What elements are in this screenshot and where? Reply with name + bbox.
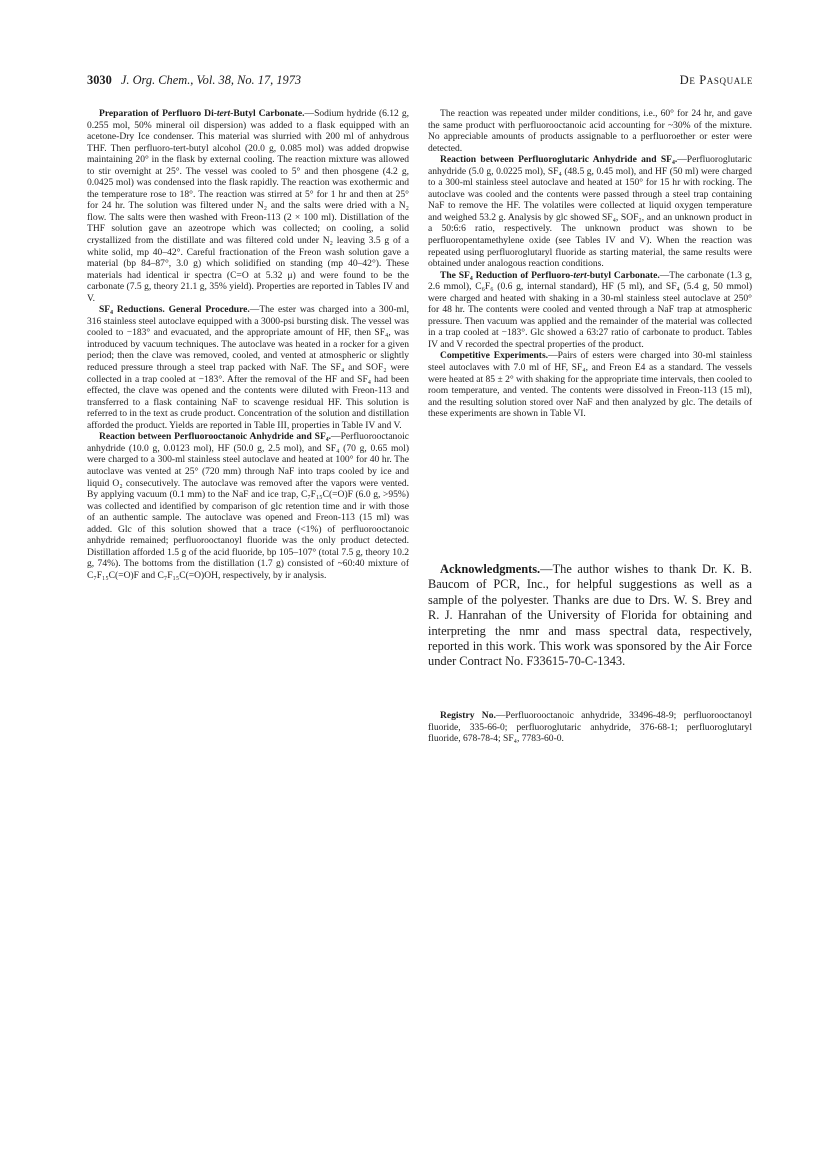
paragraph-text: —Pairs of esters were charged into 30-ml stainless steel autoclaves with 7.0 ml of HF, SF₄, and Freon E4 as a standard. The vessels were heated at 85 ± 2° with shaking for the appropriate time intervals, then cooled to room temperature, and vented. The contents were dissolved in Freon-113 (15 ml), and the resulting solution stored over NaF and then analyzed by glc. The details of these experiments are shown in Table VI. xyxy=(428,350,753,420)
registry-heading: Registry No. xyxy=(440,710,496,721)
left-column xyxy=(87,108,409,581)
section-heading: Competitive Experiments. xyxy=(440,350,549,362)
paragraph-text: —Sodium hydride (6.12 g, 0.255 mol, 50% mineral oil dispersion) was added to a flask equipped with an acetone-Dry Ice condenser. This material was slurried with 200 ml of anhydrous THF. Then perfluoro-tert-butyl alcohol (20.0 g, 0.085 mol) was added dropwise maintaining 20° in the flask by external cooling. The reaction mixture was allowed to stir overnight at 25°. The vessel was cooled to 5° and then phosgene (4.2 g, 0.0425 mol) was condensed into the flask rapidly. The reaction was exothermic and the temperature rose to 18°. The reaction was stirred at 5° for 1 hr and then at 25° for 24 hr. The solution was filtered under N₂ and the salts were dried with a N₂ flow. The salts were then washed with Freon-113 (2 × 100 ml). Distillation of the THF solution gave an azeotrope which was collected; on cooling, a solid crystallized from the distillate and was filtered cold under N₂ leaving 3.5 g of a white solid, mp 40–42°. Careful fractionation of the Freon wash solution gave a material (bp 84–87°, 3.0 g) which solidified on standing (mp 40–42°). These materials had identical ir spectra (C=O at 5.32 μ) and were found to be the carbonate (7.5 g, theory 21.1 g, 35% yield). Properties are reported in Tables IV and V. xyxy=(87,108,409,304)
section-heading: Reaction between Perfluorooctanoic Anhydride and SF₄. xyxy=(99,431,332,443)
registry-text: —Perfluorooctanoic anhydride, 33496-48-9; perfluorooctanoyl fluoride, 335-66-0; perfluoroglutaric anhydride, 376-68-1; perfluoroglutaryl fluoride, 678-78-4; SF₄, 7783-60-0. xyxy=(428,710,753,745)
section-heading: Reaction between Perfluoroglutaric Anhydride and SF₄. xyxy=(440,154,678,166)
paragraph-competitive-experiments xyxy=(428,350,752,419)
acknowledgments-text: —The author wishes to thank Dr. K. B. Baucom of PCR, Inc., for helpful suggestions as well as a sample of the polyester. Thanks are due to Drs. W. S. Brey and R. J. Hanrahan of the University of Florida for obtaining and interpreting the nmr and mass spectral data, respectively, reported in this work. This work was sponsored by the Air Force under Contract No. F33615-70-C-1343. xyxy=(428,562,752,669)
section-heading: SF₄ Reductions. General Procedure. xyxy=(99,304,250,316)
registry-numbers xyxy=(428,710,752,745)
running-head xyxy=(87,73,753,91)
paragraph-text: —Perfluoroglutaric anhydride (5.0 g, 0.0225 mol), SF₄ (48.5 g, 0.45 mol), and HF (50 ml) were charged to a 300-ml stainless steel autoclave and heated at 150° for 15 hr with rocking. The autoclave was cooled and the contents were passed through a steel trap containing NaF to remove the HF. The volatiles were collected at liquid oxygen temperature and weighed 53.2 g. Analysis by glc showed SF₄, SOF₂, and an unknown product in a 50:6:6 ratio, respectively. The unknown product was shown to be perfluoropentamethylene oxide (see Tables IV and V). When the reaction was repeated using perfluoroglutaryl fluoride as starting material, the same results were obtained under analogous reaction conditions. xyxy=(428,154,752,270)
paragraph-carbonate-preparation xyxy=(87,108,409,304)
paragraph-text: The reaction was repeated under milder conditions, i.e., 60° for 24 hr, and gave the same product with perfluorooctanoic acid accounting for ~30% of the mixture. No appreciable amounts of products assignable to a perfluoroether or ester were detected. xyxy=(428,108,752,154)
page-number: 3030 xyxy=(87,73,112,87)
journal-citation: J. Org. Chem., Vol. 38, No. 17, 1973 xyxy=(120,73,302,87)
paragraph-carbonate-reduction xyxy=(428,270,752,351)
paragraph-text: —The carbonate (1.3 g, 2.6 mmol), C₆F₆ (0.6 g, internal standard), HF (5 ml), and SF₄ (5.4 g, 50 mmol) were charged and heated with shaking in a 30-ml stainless steel autoclave at 250° for 48 hr. The contents were cooled and vented through a NaF trap at atmospheric pressure. Then vacuum was applied and the remainder of the material was collected in a trap cooled at −183°. Glc showed a 63:27 ratio of carbonate to product. Tables IV and V recorded the spectral properties of the product. xyxy=(428,269,752,350)
paragraph-sf4-reductions xyxy=(87,304,409,431)
section-heading: Preparation of Perfluoro Di-tert-Butyl Carbonate. xyxy=(99,108,305,119)
paragraph-milder-conditions xyxy=(428,108,752,154)
author-name: De Pasquale xyxy=(679,73,753,87)
right-column xyxy=(428,108,752,420)
acknowledgments-heading: Acknowledgments. xyxy=(440,562,541,576)
paragraph-text: —The ester was charged into a 300-ml, 316 stainless steel autoclave equipped with a 3000-psi bursting disk. The vessel was cooled to −183° and evacuated, and the appropriate amount of HF, then SF₄, was introduced by vacuum techniques. The autoclave was heated in a rocker for a given period; then the clave was removed, cooled, and vented at atmospheric or slightly reduced pressure through a steel trap packed with NaF. The SF₄ and SOF₂ were collected in a trap cooled at −183°. After the removal of the HF and SF₄ had been effected, the clave was opened and the contents were diluted with Freon-113 and transferred to a flask containing NaF to scavenge residual HF. This solution is referred to in the text as crude product. Concentration of the solution and distillation afforded the product. Yields are reported in Table III, properties in Table IV and V. xyxy=(87,304,410,431)
section-heading: The SF₄ Reduction of Perfluoro-tert-butyl Carbonate. xyxy=(440,269,660,281)
running-head-left xyxy=(87,73,301,88)
paragraph-text: —Perfluorooctanoic anhydride (10.0 g, 0.0123 mol), HF (50.0 g, 2.5 mol), and SF₄ (70 g, 0.65 mol) were charged to a 300-ml stainless steel autoclave and heated at 100° for 40 hr. The autoclave was vented at 25° (720 mm) through NaF into traps cooled by ice and liquid O₂ consecutively. The autoclave was removed after the vapors were vented. By applying vacuum (0.1 mm) to the NaF and ice trap, C₇F₁₅C(=O)F (6.0 g, >95%) was collected and identified by comparison of glc retention time and ir with those of an authentic sample. The autoclave was opened and Freon-113 (15 ml) was added. Glc of this solution showed that a trace (<1%) of perfluorooctanoic anhydride remained; perfluorooctanoyl fluoride was the only product detected. Distillation afforded 1.5 g of the acid fluoride, bp 105–107° (total 7.5 g, theory 10.2 g, 74%). The bottoms from the distillation (1.7 g) consisted of ~60:40 mixture of C₇F₁₅C(=O)F and C₇F₁₅C(=O)OH, respectively, by ir analysis. xyxy=(87,431,409,581)
acknowledgments xyxy=(428,562,752,670)
paragraph-glutaric-anhydride xyxy=(428,154,752,269)
paragraph-octanoic-anhydride xyxy=(87,431,409,581)
